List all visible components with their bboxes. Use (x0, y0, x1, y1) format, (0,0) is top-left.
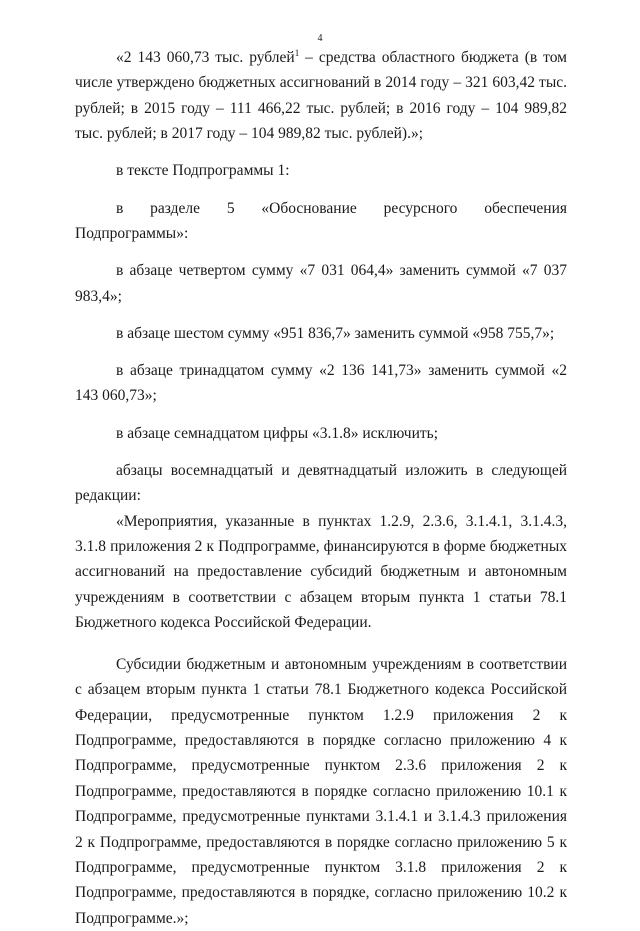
footnote-mark: 1 (294, 47, 300, 58)
page-number: 4 (317, 33, 323, 44)
paragraph-measures: «Мероприятия, указанные в пунктах 1.2.9, 2.3.6, 3.1.4.1, 3.1.4.3, 3.1.8 приложения 2 к Подпрограмме, финансируются в форме бюджетных ассигнований на предоставление субсидий бюджетным и автономным учреждениям в соответствии с абзацем вторым пункта 1 статьи 78.1 Бюджетного кодекса Российской Федерации. (75, 512, 567, 632)
paragraph-amendment-6th: в абзаце шестом сумму «951 836,7» заменить суммой «958 755,7»; (116, 324, 555, 342)
document-body (75, 45, 567, 931)
paragraph-subprogram-text: в тексте Подпрограммы 1: (116, 162, 290, 180)
funding-amount-details: – средства областного бюджета (в том числе утверждено бюджетных ассигнований в 2014 году – 321 603,42 тыс. рублей; в 2015 году – 111 466,22 тыс. рублей; в 2016 году – 104 989,82 тыс. рублей; в 2017 году – 104 989,82 тыс. рублей).»; (75, 49, 567, 143)
paragraph-amendment-18-19: абзацы восемнадцатый и девятнадцатый изложить в следующей редакции: (75, 461, 567, 505)
paragraph-funding-amount (75, 45, 567, 147)
paragraph-section-5: в разделе 5 «Обоснование ресурсного обеспечения Подпрограммы»: (75, 199, 567, 243)
paragraph-subsidies: Субсидии бюджетным и автономным учреждениям в соответствии с абзацем вторым пункта 1 статьи 78.1 Бюджетного кодекса Российской Федерации, предусмотренные пунктом 1.2.9 приложения 2 к Подпрограмме, предоставляются в порядке согласно приложению 4 к Подпрограмме, предусмотренные пунктом 2.3.6 приложения 2 к Подпрограмме, предоставляются в порядке согласно приложению 10.1 к Подпрограмме, предусмотренные пунктами 3.1.4.1 и 3.1.4.3 приложения 2 к Подпрограмме, предоставляются в порядке согласно приложению 5 к Подпрограмме, предусмотренные пунктом 3.1.8 приложения 2 к Подпрограмме, предоставляются в порядке, согласно приложению 10.2 к Подпрограмме.»; (75, 655, 567, 927)
paragraph-amendment-13th: в абзаце тринадцатом сумму «2 136 141,73» заменить суммой «2 143 060,73»; (75, 362, 567, 405)
paragraph-amendment-4th: в абзаце четвертом сумму «7 031 064,4» заменить суммой «7 037 983,4»; (75, 262, 567, 305)
funding-amount-text: «2 143 060,73 тыс. рублей (116, 49, 295, 66)
paragraph-amendment-17th: в абзаце семнадцатом цифры «3.1.8» исключить; (116, 424, 439, 442)
